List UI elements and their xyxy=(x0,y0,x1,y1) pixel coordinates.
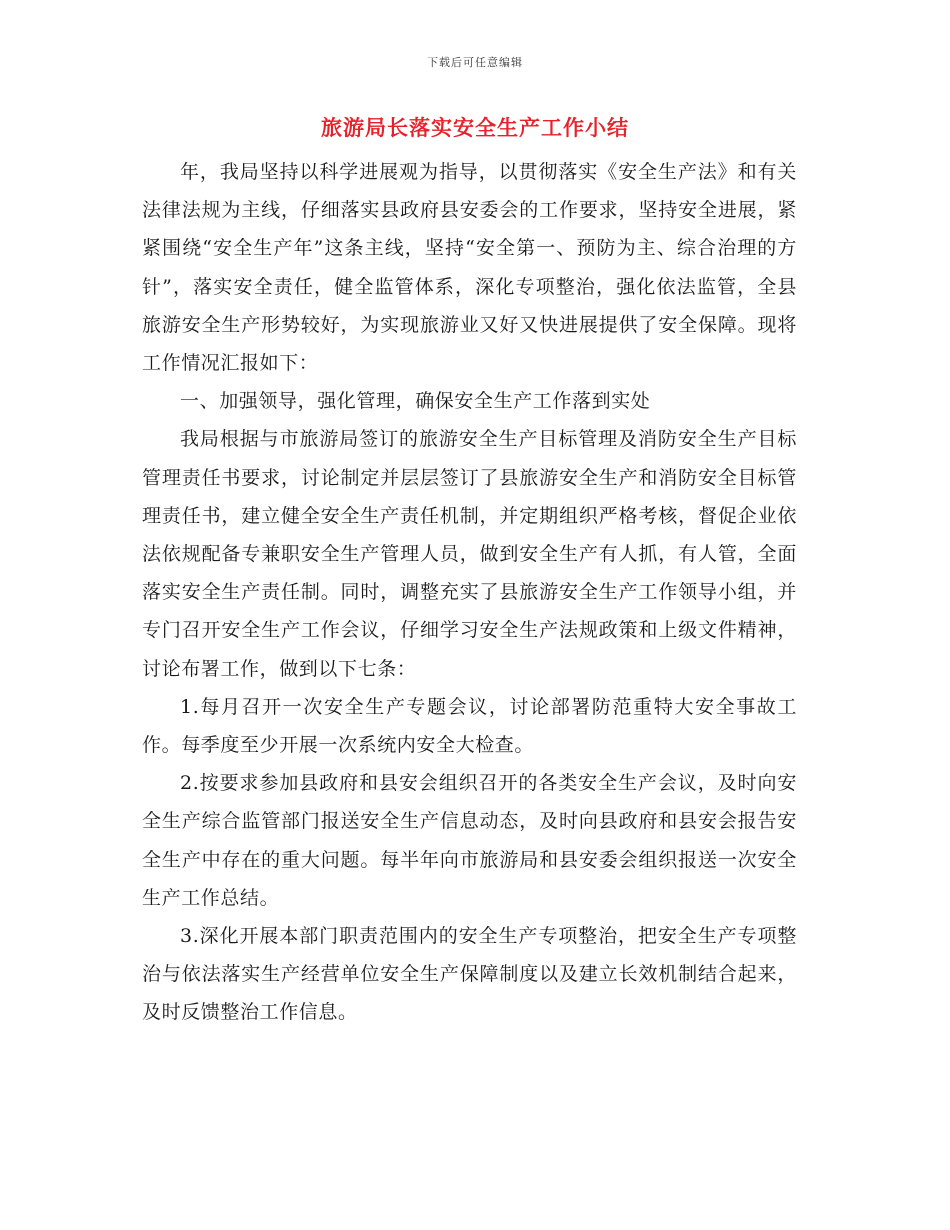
document-body xyxy=(142,153,797,1032)
paragraph-section-1: 我局根据与市旅游局签订的旅游安全生产目标管理及消防安全生产目标管理责任书要求，讨论制定并层层签订了县旅游安全生产和消防安全目标管理责任书，建立健全安全生产责任机制，并定期组织严格考核，督促企业依法依规配备专兼职安全生产管理人员，做到安全生产有人抓，有人管，全面落实安全生产责任制。同时，调整充实了县旅游安全生产工作领导小组，并专门召开安全生产工作会议，仔细学习安全生产法规政策和上级文件精神，讨论布署工作，做到以下七条： xyxy=(142,428,797,680)
section-heading-1: 一、加强领导，强化管理，确保安全生产工作落到实处 xyxy=(180,390,651,413)
list-item-1: 1.每月召开一次安全生产专题会议，讨论部署防范重特大安全事故工作。每季度至少开展一次系统内安全大检查。 xyxy=(142,695,797,757)
list-item-2: 2.按要求参加县政府和县安会组织召开的各类安全生产会议，及时向安全生产综合监管部门报送安全生产信息动态，及时向县政府和县安会报告安全生产中存在的重大问题。每半年向市旅游局和县安委会组织报送一次安全生产工作总结。 xyxy=(142,772,797,909)
paragraph-intro: 年，我局坚持以科学进展观为指导，以贯彻落实《安全生产法》和有关法律法规为主线，仔细落实县政府县安委会的工作要求，坚持安全进展，紧紧围绕“安全生产年”这条主线，坚持“安全第一、预防为主、综合治理的方针”，落实安全责任，健全监管体系，深化专项整治，强化依法监管，全县旅游安全生产形势较好，为实现旅游业又好又快进展提供了安全保障。现将工作情况汇报如下： xyxy=(142,161,797,375)
header-note: 下载后可任意编辑 xyxy=(427,56,523,69)
document-title: 旅游局长落实安全生产工作小结 xyxy=(321,115,629,140)
list-item-3: 3.深化开展本部门职责范围内的安全生产专项整治，把安全生产专项整治与依法落实生产经营单位安全生产保障制度以及建立长效机制结合起来，及时反馈整治工作信息。 xyxy=(142,925,797,1024)
